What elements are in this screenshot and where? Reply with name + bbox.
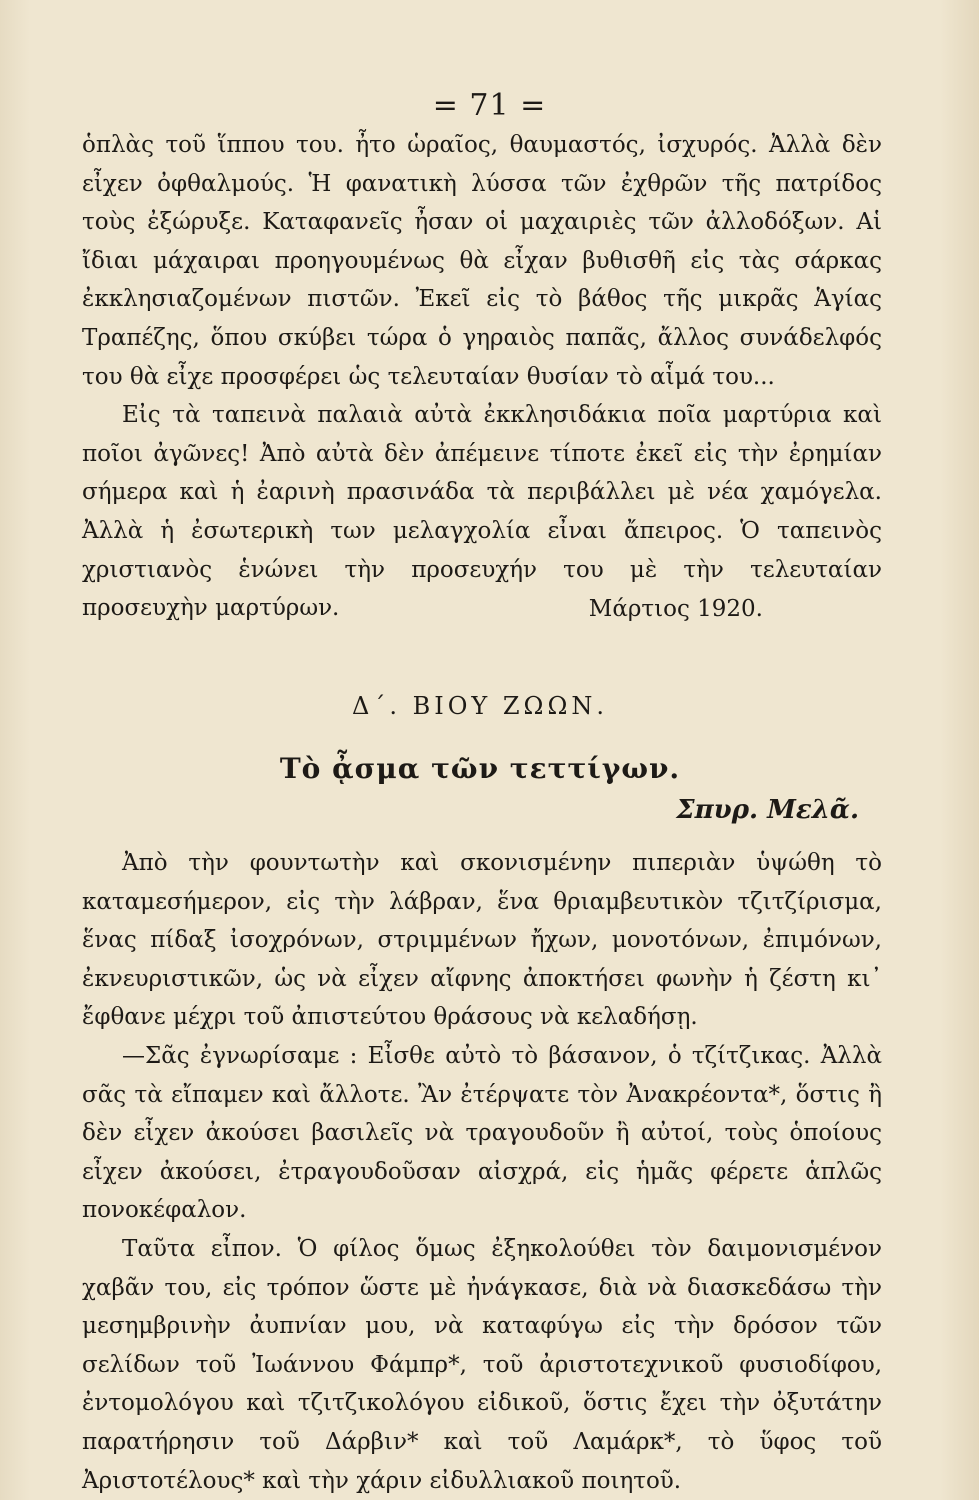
article-body bbox=[82, 844, 882, 1500]
paragraph-dialogue: —Σᾶς ἐγνωρίσαμε : Εἶσθε αὐτὸ τὸ βάσανον, ὁ τζίτζικας. Ἀλλὰ σᾶς τὰ εἴπαμεν καὶ ἄλλοτε. Ἂν ἐτέρψατε τὸν Ἀνακρέοντα*, ὅστις ἢ δὲν εἶχεν ἀκούσει βασιλεῖς νὰ τραγουδοῦν ἢ αὐτοί, τοὺς ὁποίους εἶχεν ἀκούσει, ἐτραγουδοῦσαν αἰσχρά, εἰς ἡμᾶς φέρετε ἁπλῶς πονοκέφαλον. bbox=[82, 1042, 882, 1224]
paragraph-cicada-song: Ἀπὸ τὴν φουντωτὴν καὶ σκονισμένην πιπεριὰν ὑψώθη τὸ καταμεσήμερον, εἰς τὴν λάβραν, ἕνα θριαμβευτικὸν τζιτζίρισμα, ἕνας πίδαξ ἰσοχρόνων, στριμμένων ἤχων, μονοτόνων, ἐπιμόνων, ἐκνευριστικῶν, ὡς νὰ εἶχεν αἴφνης ἀποκτήσει φωνὴν ἡ ζέστη κι᾽ ἔφθανε μέχρι τοῦ ἀπιστεύτου θράσους νὰ κελαδήσῃ. bbox=[82, 850, 882, 1031]
top-text-block bbox=[82, 126, 882, 628]
article-author: Σπυρ. Μελᾶ. bbox=[676, 795, 859, 825]
article-title: Τὸ ᾆσμα τῶν τεττίγων. bbox=[279, 752, 681, 785]
date-signature: Μάρτιος 1920. bbox=[588, 596, 763, 622]
section-heading: Δ΄. ΒΙΟΥ ΖΩΩΝ. bbox=[352, 692, 608, 720]
paragraph-fabre: Ταῦτα εἶπον. Ὁ φίλος ὅμως ἐξηκολούθει τὸν δαιμονισμένον χαβᾶν του, εἰς τρόπον ὥστε μὲ ἠνάγκασε, διὰ νὰ διασκεδάσω τὴν μεσημβρινὴν ἀυπνίαν μου, νὰ καταφύγω εἰς τὴν δρόσον τῶν σελίδων τοῦ Ἰωάννου Φάμπρ*, τοῦ ἀριστοτεχνικοῦ φυσιοδίφου, ἐντομολόγου καὶ τζιτζικολόγου εἰδικοῦ, ὅστις ἔχει τὴν ὀξυτάτην παρατήρησιν τοῦ Δάρβιν* καὶ τοῦ Λαμάρκ*, τὸ ὕφος τοῦ Ἀριστοτέλους* καὶ τὴν χάριν εἰδυλλιακοῦ ποιητοῦ. bbox=[82, 1235, 882, 1494]
paragraph-churches: Εἰς τὰ ταπεινὰ παλαιὰ αὐτὰ ἐκκλησιδάκια ποῖα μαρτύρια καὶ ποῖοι ἀγῶνες! Ἀπὸ αὐτὰ δὲν ἀπέμεινε τίποτε ἐκεῖ εἰς τὴν ἐρημίαν σήμερα καὶ ἡ ἐαρινὴ πρασινάδα τὰ περιβάλλει μὲ νέα χαμόγελα. Ἀλλὰ ἡ ἐσωτερικὴ των μελαγχολία εἶναι ἄπειρος. Ὁ ταπεινὸς χριστιανὸς ἑνώνει τὴν προσευχήν του μὲ τὴν τελευταίαν προσευχὴν μαρτύρων. bbox=[82, 402, 882, 622]
paragraph-continued: ὁπλὰς τοῦ ἵππου του. ἦτο ὡραῖος, θαυμαστός, ἰσχυρός. Ἀλλὰ δὲν εἶχεν ὀφθαλμούς. Ἡ φανατικὴ λύσσα τῶν ἐχθρῶν τῆς πατρίδος τοὺς ἐξώρυξε. Καταφανεῖς ἦσαν οἱ μαχαιριὲς τῶν ἀλλοδόξων. Αἱ ἴδιαι μάχαιραι προηγουμένως θὰ εἶχαν βυθισθῆ εἰς τὰς σάρκας ἐκκλησιαζομένων πιστῶν. Ἐκεῖ εἰς τὸ βάθος τῆς μικρᾶς Ἁγίας Τραπέζης, ὅπου σκύβει τώρα ὁ γηραιὸς παπᾶς, ἄλλος συνάδελφός του θὰ εἶχε προσφέρει ὡς τελευταίαν θυσίαν τὸ αἷμά του... bbox=[82, 132, 882, 390]
page-number: = 71 = bbox=[432, 88, 547, 123]
